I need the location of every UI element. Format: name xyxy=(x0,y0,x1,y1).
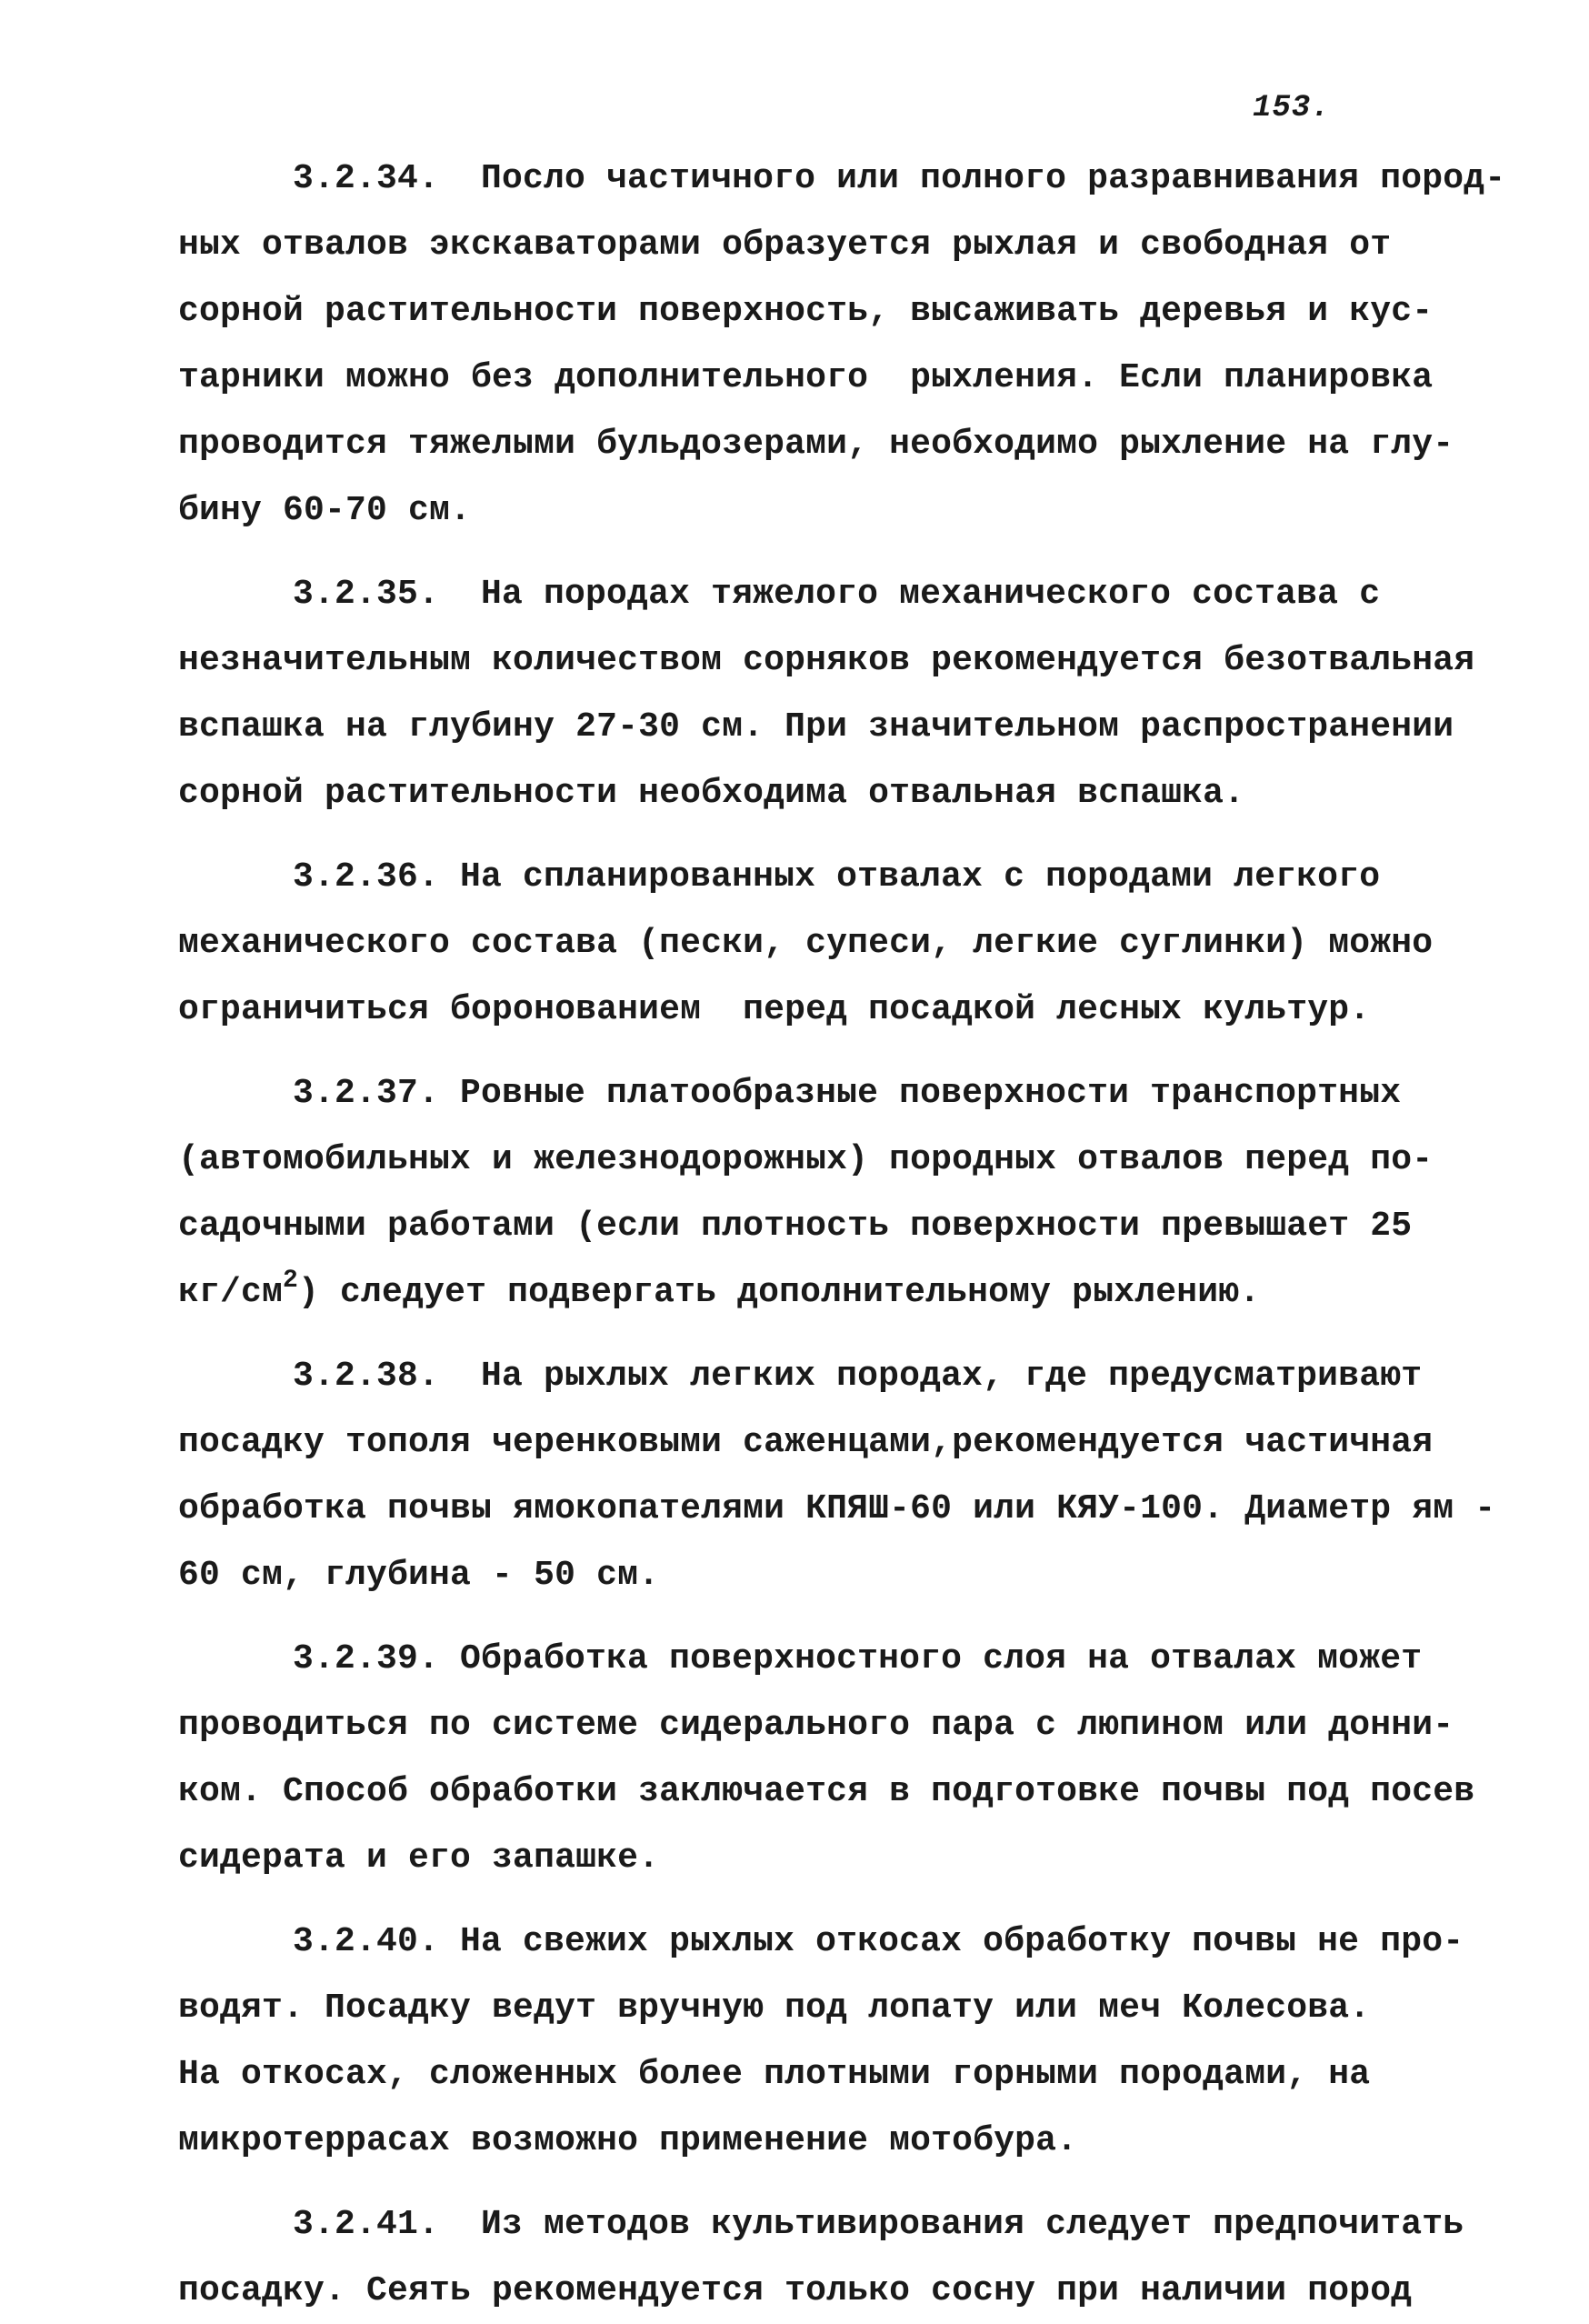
document-body xyxy=(178,145,1506,2324)
text-line: проводиться по системе сидерального пара с люпином или донни- xyxy=(178,1706,1454,1745)
text-line: обработка почвы ямокопателями КПЯШ-60 или КЯУ-100. Диаметр ям - xyxy=(178,1489,1496,1528)
text-line-unit xyxy=(178,1259,1451,1326)
text-line: 3.2.41. Из методов культивирования следует предпочитать xyxy=(293,2205,1464,2244)
text-line: (автомобильных и железнодорожных) породных отвалов перед по- xyxy=(178,1140,1434,1179)
text-line: тарники можно без дополнительного рыхления. Если планировка xyxy=(178,358,1434,397)
text-line: механического состава (пески, супеси, легкие суглинки) можно xyxy=(178,924,1434,963)
text-line: сидерата и его запашке. xyxy=(178,1838,660,1878)
text-line: незначительным количеством сорняков рекомендуется безотвальная xyxy=(178,641,1475,680)
text-line: сорной растительности поверхность, высаживать деревья и кус- xyxy=(178,292,1434,331)
unit-superscript: 2 xyxy=(283,1267,299,1295)
text-line: 3.2.39. Обработка поверхностного слоя на отвалах может xyxy=(293,1639,1423,1678)
unit-text: кг/см xyxy=(178,1273,284,1312)
text-line: 3.2.37. Ровные платообразные поверхности транспортных xyxy=(293,1074,1402,1113)
unit-line-rest: ) следует подвергать дополнительному рыхлению. xyxy=(298,1273,1261,1312)
paragraph-3-2-38 xyxy=(178,1343,1496,1608)
text-line: 3.2.40. На свежих рыхлых откосах обработку почвы не про- xyxy=(293,1922,1464,1961)
text-line: сорной растительности необходима отвальная вспашка. xyxy=(178,774,1245,813)
text-line: посадку тополя черенковыми саженцами,рекомендуется частичная xyxy=(178,1423,1434,1462)
page-number: 153. xyxy=(1253,91,1331,125)
text-line: микротеррасах возможно применение мотобура. xyxy=(178,2121,1078,2160)
text-line: ограничиться боронованием перед посадкой лесных культур. xyxy=(178,990,1371,1029)
paragraph-3-2-41 xyxy=(178,2191,1464,2324)
text-line: проводится тяжелыми бульдозерами, необходимо рыхление на глу- xyxy=(178,425,1454,464)
text-line: 3.2.34. Посло частичного или полного разравнивания пород- xyxy=(293,159,1506,198)
text-line: садочными работами (если плотность поверхности превышает 25 xyxy=(178,1207,1413,1246)
text-line: ных отвалов экскаваторами образуется рыхлая и свободная от xyxy=(178,225,1392,265)
paragraph-3-2-39 xyxy=(178,1626,1475,1891)
paragraph-3-2-35 xyxy=(178,561,1475,826)
text-line: 3.2.38. На рыхлых легких породах, где предусматривают xyxy=(293,1357,1423,1396)
paragraph-3-2-36 xyxy=(178,844,1451,1043)
text-line: 3.2.36. На спланированных отвалах с породами легкого xyxy=(293,857,1381,897)
text-line: посадку. Сеять рекомендуется только сосну при наличии пород xyxy=(178,2271,1413,2310)
text-line: вспашка на глубину 27-30 см. При значительном распространении xyxy=(178,707,1454,746)
text-line: водят. Посадку ведут вручную под лопату или меч Колесова. xyxy=(178,1988,1371,2028)
paragraph-3-2-37 xyxy=(178,1060,1451,1326)
text-line: 3.2.35. На породах тяжелого механического состава с xyxy=(293,575,1381,614)
text-line: бину 60-70 см. xyxy=(178,491,472,530)
text-line: На откосах, сложенных более плотными горными породами, на xyxy=(178,2055,1371,2094)
text-line: ком. Способ обработки заключается в подготовке почвы под посев xyxy=(178,1772,1475,1811)
paragraph-3-2-34 xyxy=(178,145,1506,544)
text-line: 60 см, глубина - 50 см. xyxy=(178,1556,660,1595)
paragraph-3-2-40 xyxy=(178,1908,1464,2174)
